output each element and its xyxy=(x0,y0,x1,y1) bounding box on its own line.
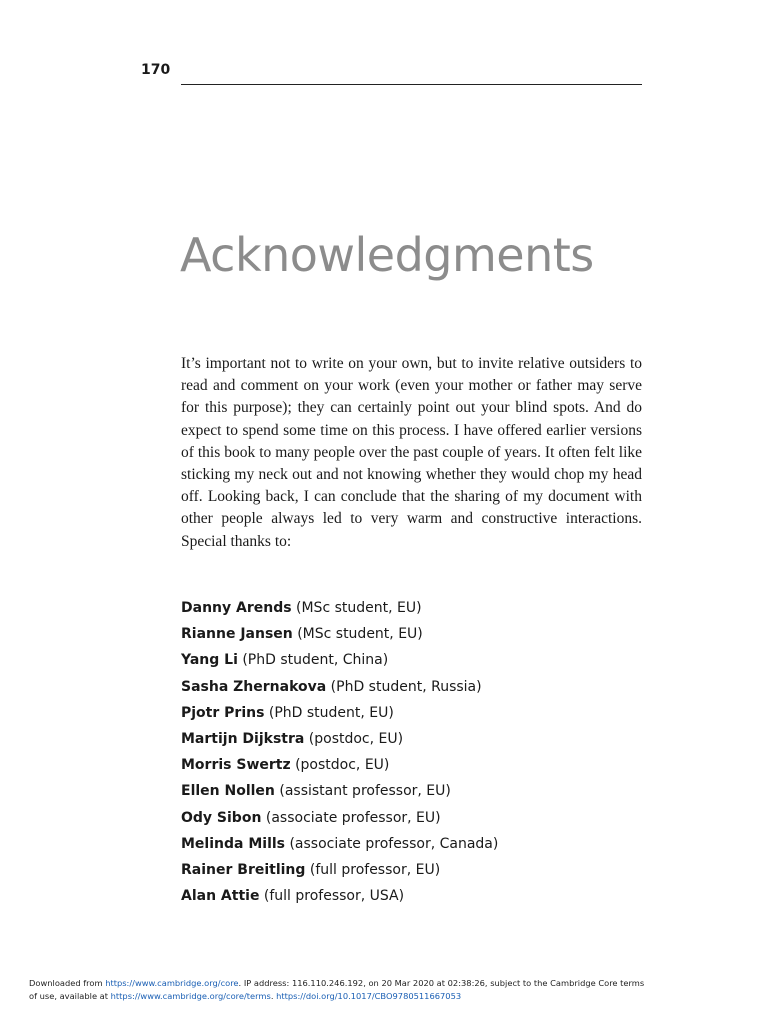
person-name: Melinda Mills xyxy=(181,835,285,852)
thanks-item xyxy=(181,886,498,912)
download-footer: Downloaded from https://www.cambridge.org/core. IP address: 116.110.246.192, on 20 Mar 2020 at 02:38:26, subject to the Cambridge Core terms of use, available at https://www.cambridge.org/core/terms. https://doi.org/10.1017/CBO9780511667053 xyxy=(29,978,645,1001)
thanks-item xyxy=(181,834,498,860)
person-name: Danny Arends xyxy=(181,600,292,616)
person-role: (PhD student, EU) xyxy=(268,704,394,721)
core-link[interactable]: https://www.cambridge.org/core xyxy=(105,978,239,988)
person-role: (associate professor, EU) xyxy=(265,809,441,826)
footer-ip-text: . IP address: 116.110.246.192, on 20 Mar 2020 at 02:38:26, subject to the Cambridge Core terms xyxy=(238,978,645,988)
doi-link[interactable]: https://doi.org/10.1017/CBO9780511667053 xyxy=(276,991,462,1001)
body-paragraph: It’s important not to write on your own, but to invite relative outsiders to read and comment on your work (even your mother or father may serve for this purpose); they can certainly point out your blind spots. And do expect to spend some time on this process. I have offered earlier versions of this book to many people over the past couple of years. It often felt like sticking my neck out and not knowing whether they would chop my head off. Looking back, I can conclude that the sharing of my document with other people always led to very warm and constructive interactions. Special thanks to: xyxy=(181,355,642,550)
person-role: (postdoc, EU) xyxy=(295,757,390,774)
person-name: Alan Attie xyxy=(181,888,260,905)
person-role: (MSc student, EU) xyxy=(297,626,423,643)
thanks-item xyxy=(181,703,498,729)
footer-downloaded-from: Downloaded from xyxy=(29,978,103,988)
person-name: Yang Li xyxy=(181,652,238,669)
thanks-item xyxy=(181,755,498,781)
thanks-item xyxy=(181,598,498,624)
person-role: (PhD student, China) xyxy=(242,652,389,669)
thanks-item xyxy=(181,860,498,886)
person-name: Morris Swertz xyxy=(181,757,291,774)
person-name: Ody Sibon xyxy=(181,809,262,826)
thanks-item xyxy=(181,808,498,834)
person-name: Sasha Zhernakova xyxy=(181,678,327,695)
person-name: Ellen Nollen xyxy=(181,783,275,800)
thanks-list xyxy=(181,598,498,912)
footer-terms-prefix: of use, available at xyxy=(29,991,109,1001)
person-role: (PhD student, Russia) xyxy=(330,678,482,695)
person-role: (assistant professor, EU) xyxy=(279,783,451,800)
person-name: Martijn Dijkstra xyxy=(181,730,305,747)
page-title: Acknowledgments xyxy=(180,228,594,282)
person-name: Pjotr Prins xyxy=(181,704,265,721)
thanks-item xyxy=(181,624,498,650)
page-number: 170 xyxy=(141,62,171,78)
person-role: (postdoc, EU) xyxy=(308,730,404,747)
header-rule xyxy=(181,84,642,85)
person-name: Rianne Jansen xyxy=(181,626,293,643)
person-role: (full professor, EU) xyxy=(309,861,441,878)
terms-link[interactable]: https://www.cambridge.org/core/terms xyxy=(110,991,271,1001)
thanks-item xyxy=(181,650,498,676)
person-role: (MSc student, EU) xyxy=(296,600,422,616)
thanks-item xyxy=(181,781,498,807)
thanks-item xyxy=(181,729,498,755)
person-name: Rainer Breitling xyxy=(181,861,306,878)
thanks-item xyxy=(181,677,498,703)
person-role: (associate professor, Canada) xyxy=(289,835,499,852)
person-role: (full professor, USA) xyxy=(263,888,405,905)
